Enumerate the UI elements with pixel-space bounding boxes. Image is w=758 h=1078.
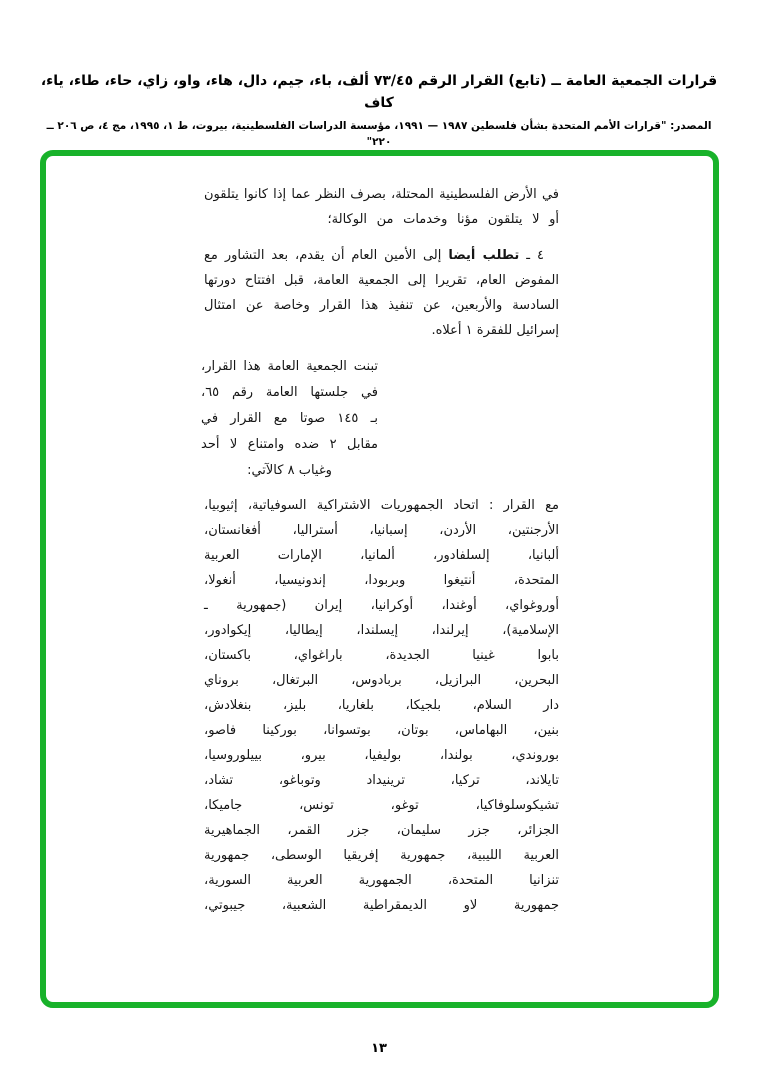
country-list-line: [204, 493, 559, 518]
country-list-line: الجزائر، جزر سليمان، جزر القمر، الجماهيرية: [204, 823, 559, 838]
vote-summary: [201, 354, 378, 484]
country-list-line: ألبانيا، إلسلفادور، ألمانيا، الإمارات العربية: [204, 548, 559, 563]
source-citation: المصدر: "قرارات الأمم المتحدة بشأن فلسطين ١٩٨٧ — ١٩٩١، مؤسسة الدراسات الفلسطينية، بيروت، ط ١، ١٩٩٥، مج ٤، ص ٢٠٦ ــ ٢٢٠": [46, 120, 712, 148]
country-list-line: تشيكوسلوفاكيا، توغو، تونس، جاميكا،: [204, 798, 559, 813]
country-list-line: بنين، البهاماس، بوتان، بوتسوانا، بوركينا فاصو،: [204, 723, 559, 738]
country-list-line: دار السلام، بلجيكا، بلغاريا، بليز، بنغلادش،: [204, 698, 559, 713]
page-header: [40, 70, 718, 150]
paragraph-4: [204, 243, 559, 343]
country-list-line: المتحدة، أنتيغوا وبربودا، إندونيسيا، أنغولا،: [204, 573, 559, 588]
text-line: السادسة والأربعين، عن تنفيذ هذا القرار وخاصة عن امتثال: [204, 298, 559, 313]
country-list-line: تايلاند، تركيا، ترينيداد وتوباغو، تشاد،: [204, 773, 559, 788]
text-line: إسرائيل للفقرة ١ أعلاه.: [431, 323, 559, 338]
vote-summary-line: في جلستها العامة رقم ٦٥،: [201, 385, 378, 400]
vote-summary-line: بـ ١٤٥ صوتا مع القرار في: [201, 411, 378, 426]
country-list-line: الإسلامية)، إيرلندا، إيسلندا، إيطاليا، إيكوادور،: [204, 623, 559, 638]
country-list-line: جمهورية لاو الديمقراطية الشعبية، جيبوتي،: [204, 898, 559, 913]
text-run: إلى الأمين العام أن يقدم، بعد التشاور مع: [204, 248, 449, 263]
text-line: المفوض العام، تقريرا إلى الجمعية العامة، قبل افتتاح دورتها: [204, 273, 559, 288]
country-list-line: أوروغواي، أوغندا، أوكرانيا، إيران (جمهورية ـ: [204, 598, 559, 613]
country-list-line: العربية الليبية، جمهورية إفريقيا الوسطى، جمهورية: [204, 848, 559, 863]
country-list-line: بابوا غينيا الجديدة، باراغواي، باكستان،: [204, 648, 559, 663]
text-line: [204, 243, 559, 268]
vote-summary-line: مقابل ٢ ضده وامتناع لا أحد: [201, 437, 378, 452]
vote-detail: [204, 493, 559, 918]
country-list-line: الأرجنتين، الأردن، إسبانيا، أستراليا، أفغانستان،: [204, 523, 559, 538]
vote-separator: :: [478, 498, 504, 513]
page-number: ١٣: [371, 1041, 387, 1056]
text-line: في الأرض الفلسطينية المحتلة، بصرف النظر عما إذا كانوا يتلقون: [204, 187, 559, 202]
country-list-line: تنزانيا المتحدة، الجمهورية العربية السورية،: [204, 873, 559, 888]
text-line: أو لا يتلقون مؤنا وخدمات من الوكالة؛: [327, 212, 559, 227]
paragraph-number: ٤ ـ: [519, 248, 545, 263]
vote-label: مع القرار: [503, 498, 559, 513]
vote-summary-line: وغياب ٨ كالآتي:: [247, 463, 332, 478]
page-title: قرارات الجمعية العامة ــ (تابع) القرار الرقم ٧٣/٤٥ ألف، باء، جيم، دال، هاء، واو، زاي، حاء، طاء، ياء، كاف: [40, 73, 718, 111]
paragraph-continuation: [204, 182, 559, 232]
bold-phrase: تطلب أيضا: [448, 248, 520, 263]
country-list-start: اتحاد الجمهوريات الاشتراكية السوفياتية، إثيوبيا،: [204, 498, 479, 513]
vote-summary-line: تبنت الجمعية العامة هذا القرار،: [201, 359, 378, 374]
country-list-line: البحرين، البرازيل، بربادوس، البرتغال، بروناي: [204, 673, 559, 688]
country-list-line: بوروندي، بولندا، بوليفيا، بيرو، بييلوروسيا،: [204, 748, 559, 763]
text-column: [201, 182, 559, 929]
document-frame: [40, 150, 719, 1008]
